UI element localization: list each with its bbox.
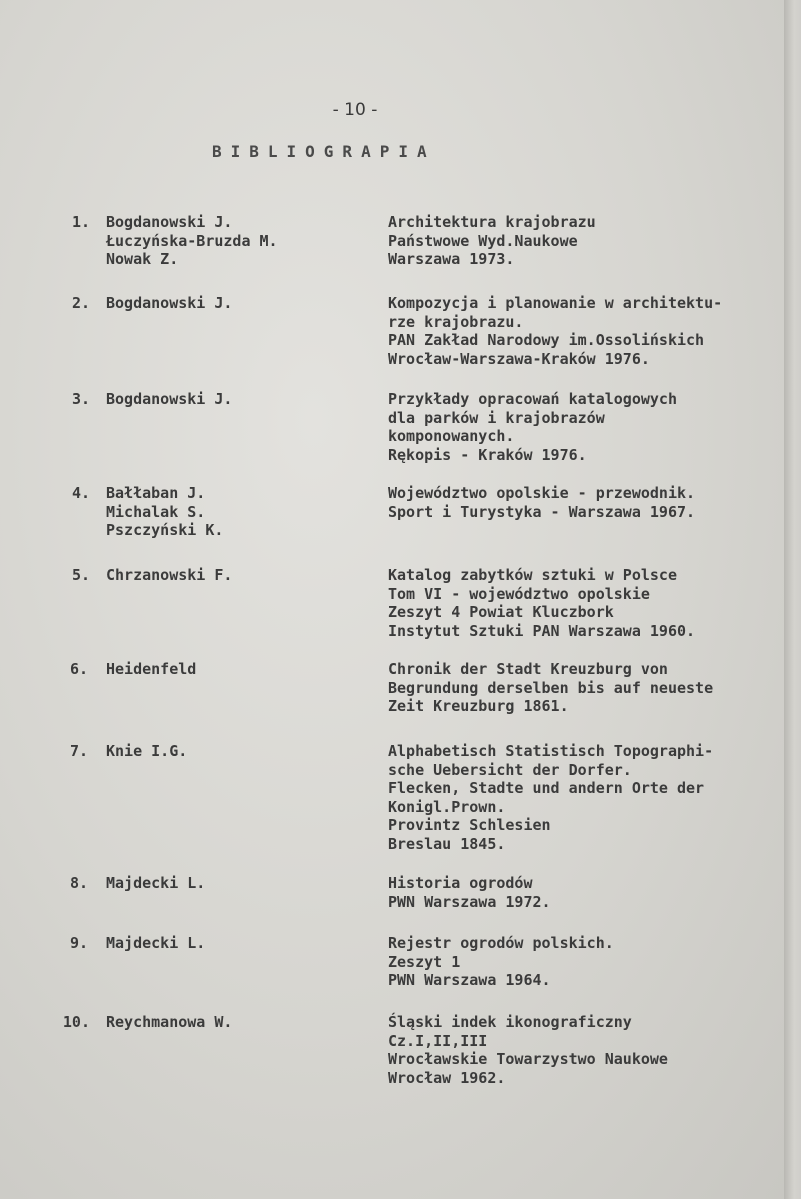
reference-line: Zeszyt 1 <box>388 952 461 971</box>
entry-reference <box>388 484 784 521</box>
entry-reference <box>388 934 784 990</box>
entry-authors <box>106 742 376 761</box>
reference-line: PWN Warszawa 1972. <box>388 892 551 911</box>
entry-reference <box>388 874 784 911</box>
reference-line: Zeit Kreuzburg 1861. <box>388 697 569 715</box>
reference-line: Instytut Sztuki PAN Warszawa 1960. <box>388 621 696 640</box>
author-name: Bogdanowski J. <box>106 294 233 312</box>
entry-number: 3. <box>71 390 90 408</box>
entry-authors <box>106 566 376 585</box>
entry-authors <box>106 484 376 540</box>
page-edge <box>784 0 801 1199</box>
reference-line: Tom VI - województwo opolskie <box>388 584 650 603</box>
reference-line: PAN Zakład Narodowy im.Ossolińskich <box>388 331 705 349</box>
entry-reference <box>388 566 784 640</box>
reference-line: Historia ogrodów <box>388 874 533 892</box>
entry-authors <box>106 213 376 269</box>
reference-line: Alphabetisch Statistisch Topographi- <box>388 742 714 760</box>
reference-line: Kompozycja i planowanie w architektu- <box>388 294 723 312</box>
author-name: Nowak Z. <box>106 250 179 268</box>
reference-line: Breslau 1845. <box>388 834 506 853</box>
entry-reference <box>388 213 784 269</box>
entry-number: 4. <box>71 484 90 502</box>
reference-line: Cz.I,II,III <box>388 1031 488 1050</box>
entry-reference <box>388 742 784 853</box>
reference-line: Województwo opolskie - przewodnik. <box>388 484 696 502</box>
entry-number: 8. <box>69 874 88 892</box>
author-name: Michalak S. <box>106 502 206 521</box>
reference-line: rze krajobrazu. <box>388 312 524 331</box>
reference-line: Provintz Schlesien <box>388 816 551 834</box>
entry-authors <box>106 660 376 679</box>
entry-authors <box>106 390 376 409</box>
author-name: Majdecki L. <box>106 874 206 892</box>
entry-number: 5. <box>71 566 90 584</box>
reference-line: Flecken, Stadte und andern Orte der <box>388 779 705 797</box>
bibliography-heading: BIBLIOGRAPIA <box>212 142 436 161</box>
entry-authors <box>106 874 376 893</box>
reference-line: sche Uebersicht der Dorfer. <box>388 760 632 779</box>
author-name: Knie I.G. <box>106 742 188 760</box>
reference-line: Zeszyt 4 Powiat Kluczbork <box>388 603 614 621</box>
reference-line: Chronik der Stadt Kreuzburg von <box>388 660 668 678</box>
entry-number: 6. <box>69 660 88 678</box>
reference-line: Konigl.Prown. <box>388 797 506 816</box>
author-name: Chrzanowski F. <box>106 566 233 584</box>
entry-reference <box>388 294 784 368</box>
entry-reference <box>388 660 784 716</box>
reference-line: Rejestr ogrodów polskich. <box>388 934 614 952</box>
reference-line: Wrocław-Warszawa-Kraków 1976. <box>388 349 650 368</box>
author-name: Bogdanowski J. <box>106 390 233 408</box>
author-name: Bogdanowski J. <box>106 213 233 231</box>
reference-line: PWN Warszawa 1964. <box>388 971 551 989</box>
entry-number: 9. <box>69 934 88 952</box>
author-name: Heidenfeld <box>106 660 197 678</box>
entry-reference <box>388 1013 784 1087</box>
reference-line: Architektura krajobrazu <box>388 213 596 231</box>
author-name: Łuczyńska-Bruzda M. <box>106 231 278 250</box>
entry-reference <box>388 390 784 464</box>
reference-line: Katalog zabytków sztuki w Polsce <box>388 566 677 584</box>
reference-line: Państwowe Wyd.Naukowe <box>388 231 578 250</box>
entry-authors <box>106 934 376 953</box>
reference-line: Begrundung derselben bis auf neueste <box>388 678 714 697</box>
reference-line: Warszawa 1973. <box>388 250 515 268</box>
entry-number: 7. <box>69 742 88 760</box>
reference-line: Rękopis - Kraków 1976. <box>388 445 587 464</box>
entry-number: 10. <box>62 1013 90 1031</box>
reference-line: komponowanych. <box>388 427 515 445</box>
reference-line: Śląski indek ikonograficzny <box>388 1013 632 1031</box>
page-number: - 10 - <box>332 100 378 120</box>
author-name: Reychmanowa W. <box>106 1013 233 1031</box>
reference-line: Sport i Turystyka - Warszawa 1967. <box>388 502 696 521</box>
entry-authors <box>106 1013 376 1032</box>
reference-line: dla parków i krajobrazów <box>388 408 605 427</box>
entry-number: 2. <box>71 294 90 312</box>
entry-authors <box>106 294 376 313</box>
author-name: Pszczyński K. <box>106 521 224 539</box>
reference-line: Wrocław 1962. <box>388 1068 506 1087</box>
entry-number: 1. <box>71 213 90 231</box>
reference-line: Wrocławskie Towarzystwo Naukowe <box>388 1050 668 1068</box>
author-name: Majdecki L. <box>106 934 206 952</box>
author-name: Bałłaban J. <box>106 484 206 502</box>
reference-line: Przykłady opracowań katalogowych <box>388 390 677 408</box>
